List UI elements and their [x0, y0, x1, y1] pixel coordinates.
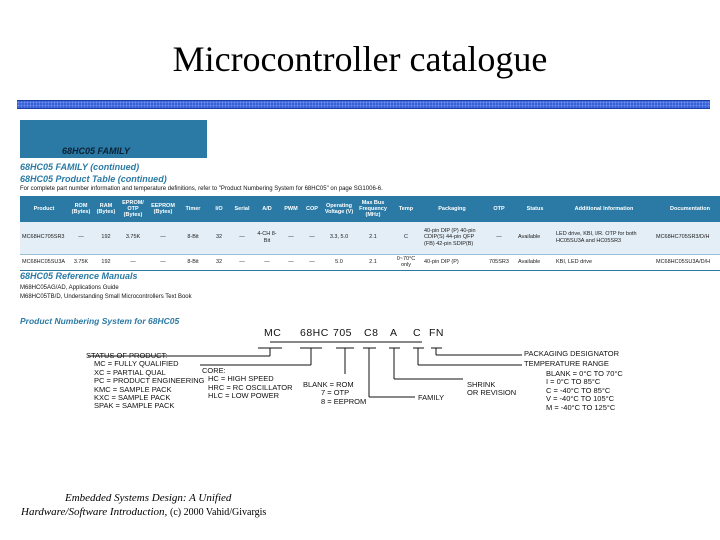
status-option: MC = FULLY QUALIFIED — [94, 359, 179, 369]
table-cell: 32 — [208, 254, 230, 270]
footer-line-2 — [21, 505, 321, 519]
column-header: Operating Voltage (V) — [322, 196, 356, 222]
table-note: For complete part number information and temperature definitions, refer to "Product Numbering System for 68HC05" on page SG1006-6. — [20, 186, 383, 192]
status-of-product-list — [86, 352, 205, 411]
table-cell: — — [68, 222, 94, 254]
column-header: RAM (Bytes) — [94, 196, 118, 222]
column-header: Max Bus Frequency (MHz) — [356, 196, 390, 222]
core-title: CORE: — [202, 366, 226, 375]
table-cell: 40-pin DIP (P) 40-pin CDIP(S) 44-pin QFP (FB) 42-pin SDIP(B) — [422, 222, 482, 254]
catalog-page-image — [20, 118, 710, 418]
table-cell: 8-Bit — [178, 254, 208, 270]
temperature-option: V = -40°C TO 105°C — [546, 394, 615, 404]
status-option: SPAK = SAMPLE PACK — [94, 401, 175, 411]
status-option: KXC = SAMPLE PACK — [94, 392, 171, 402]
core-option: HLC = LOW POWER — [208, 391, 280, 401]
column-header: Temp — [390, 196, 422, 222]
table-cell: 8-Bit — [178, 222, 208, 254]
table-cell: C — [390, 222, 422, 254]
reference-manuals-heading: 68HC05 Reference Manuals — [20, 271, 138, 281]
column-header: EPROM/ OTP (Bytes) — [118, 196, 148, 222]
table-cell: 192 — [94, 222, 118, 254]
table-cell: — — [302, 254, 322, 270]
manual-entry: M68HC05TB/D, Understanding Small Microcontrollers Text Book — [20, 294, 192, 300]
table-cell: — — [280, 222, 302, 254]
status-option: XC = PARTIAL QUAL — [94, 367, 166, 377]
table-cell: — — [482, 222, 516, 254]
table-cell: 0~70°C only — [390, 254, 422, 270]
table-cell: MC68HC05SU3A — [20, 254, 68, 270]
core-list — [202, 367, 293, 401]
temperature-option: I = 0°C TO 85°C — [546, 377, 601, 387]
family-continued-heading: 68HC05 FAMILY (continued) — [20, 162, 140, 172]
memory-type-list — [303, 381, 366, 406]
packaging-designator-label: PACKAGING DESIGNATOR — [524, 349, 620, 358]
manual-entry: M68HC05AG/AD, Applications Guide — [20, 285, 119, 291]
status-title: STATUS OF PRODUCT:- — [86, 351, 170, 360]
table-cell: — — [254, 254, 280, 270]
column-header: COP — [302, 196, 322, 222]
column-header: Serial — [230, 196, 254, 222]
shrink-label — [467, 381, 516, 398]
table-cell: 40-pin DIP (P) — [422, 254, 482, 270]
part-segment: C8 — [364, 327, 379, 339]
memory-option: 7 = OTP — [321, 388, 350, 398]
part-number-diagram — [20, 118, 710, 418]
table-cell: Available — [516, 222, 554, 254]
table-cell: 3.75K — [118, 222, 148, 254]
table-cell: — — [280, 254, 302, 270]
family-label: FAMILY — [418, 393, 445, 402]
column-header: Timer — [178, 196, 208, 222]
status-option: KMC = SAMPLE PACK — [94, 384, 172, 394]
table-cell: — — [148, 254, 178, 270]
table-cell: 3.3, 5.0 — [322, 222, 356, 254]
table-cell: KBI, LED drive — [554, 254, 654, 270]
table-cell: MC68HC05SU3A/D/H — [654, 254, 720, 270]
core-option: HRC = RC OSCILLATOR — [208, 382, 293, 392]
numbering-system-heading: Product Numbering System for 68HC05 — [20, 316, 180, 326]
shrink-line: OR REVISION — [467, 388, 517, 398]
table-cell: 3.75K — [68, 254, 94, 270]
part-segment: A — [390, 327, 398, 339]
temperature-range-title: TEMPERATURE RANGE — [524, 359, 609, 368]
column-header: Documentation — [654, 196, 720, 222]
core-option: HC = HIGH SPEED — [208, 374, 274, 384]
column-header: Packaging — [422, 196, 482, 222]
table-cell: — — [148, 222, 178, 254]
column-header: PWM — [280, 196, 302, 222]
temperature-option: C = -40°C TO 85°C — [546, 385, 611, 395]
column-header: Status — [516, 196, 554, 222]
column-header: OTP — [482, 196, 516, 222]
shrink-line: SHRINK — [467, 380, 496, 389]
table-cell: — — [230, 254, 254, 270]
table-cell: 32 — [208, 222, 230, 254]
slide-title: Microcontroller catalogue — [172, 39, 548, 79]
temperature-option: M = -40°C TO 125°C — [546, 402, 616, 412]
column-header: ROM (Bytes) — [68, 196, 94, 222]
part-segment: MC — [264, 327, 282, 339]
table-cell: LED drive, KBI, I/R. OTP for both HC05SU3A and HC05SR3 — [554, 222, 654, 254]
temperature-range-list — [546, 370, 623, 412]
title-divider-bar — [17, 100, 710, 109]
table-cell: 5.0 — [322, 254, 356, 270]
slide-footer — [21, 491, 321, 520]
temperature-option: BLANK = 0°C TO 70°C — [546, 369, 623, 378]
status-option: PC = PRODUCT ENGINEERING — [94, 376, 205, 386]
column-header: I/O — [208, 196, 230, 222]
footer-copyright: (c) 2000 Vahid/Givargis — [170, 507, 267, 519]
table-cell: 4-CH 8-Bit — [254, 222, 280, 254]
footer-line-1: Embedded Systems Design: A Unified — [65, 492, 232, 504]
table-cell: Available — [516, 254, 554, 270]
table-cell: — — [118, 254, 148, 270]
table-cell: MC68HC705SR3/D/H — [654, 222, 720, 254]
memory-option: BLANK = ROM — [303, 380, 354, 389]
column-header: Additional Information — [554, 196, 654, 222]
footer-book-title: Hardware/Software Introduction, — [21, 506, 168, 519]
table-cell: MC68HC705SR3 — [20, 222, 68, 254]
product-table-heading: 68HC05 Product Table (continued) — [20, 174, 167, 184]
table-cell: — — [302, 222, 322, 254]
column-header: Product — [20, 196, 68, 222]
table-cell: 2.1 — [356, 254, 390, 270]
part-segment: 705 — [333, 327, 353, 339]
column-header: EEPROM (Bytes) — [148, 196, 178, 222]
table-cell: 2.1 — [356, 222, 390, 254]
family-banner-text: 68HC05 FAMILY — [62, 146, 130, 156]
part-segment: 68HC — [300, 327, 329, 339]
table-cell: 705SR3 — [482, 254, 516, 270]
part-segment: C — [413, 327, 422, 339]
table-cell: 192 — [94, 254, 118, 270]
column-header: A/D — [254, 196, 280, 222]
table-cell: — — [230, 222, 254, 254]
part-segment: FN — [429, 327, 444, 339]
memory-option: 8 = EEPROM — [321, 396, 367, 406]
